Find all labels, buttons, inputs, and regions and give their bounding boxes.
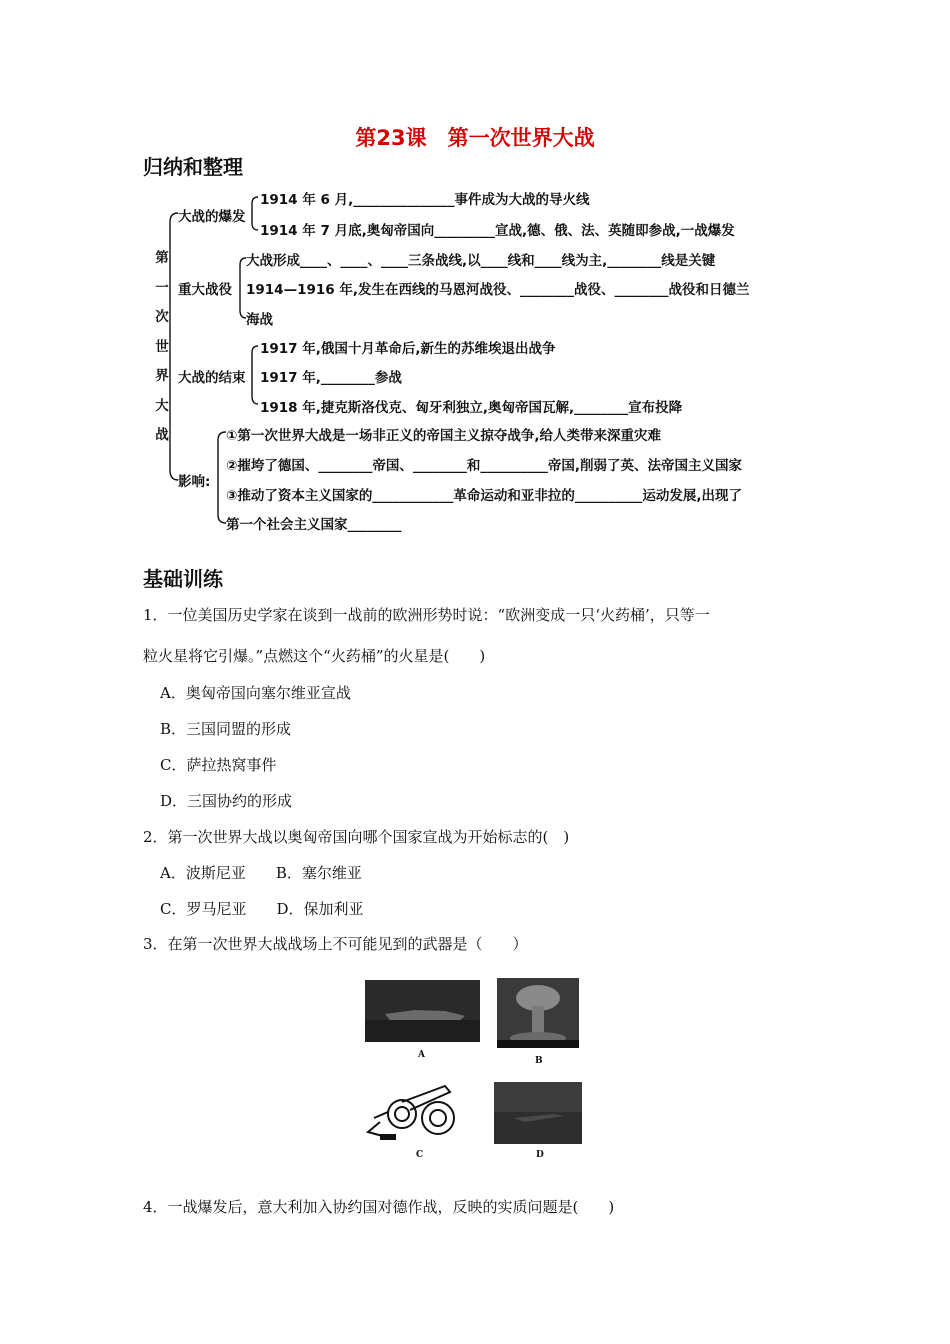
- branch-item: 1914—1916 年,发生在西线的马恩河战役、________战役、________战役和日德兰: [246, 282, 750, 298]
- image-label-d: D: [536, 1150, 544, 1160]
- diagram-root-label: [153, 244, 171, 451]
- tank-icon: [365, 980, 480, 1042]
- weapon-image-c: [360, 1072, 460, 1144]
- root-char: 世: [155, 338, 169, 355]
- question-1-option-c: C．萨拉热窝事件: [160, 756, 277, 774]
- image-label-c: C: [416, 1150, 424, 1160]
- question-1-option-d: D．三国协约的形成: [160, 792, 293, 810]
- main-bracket: [170, 213, 178, 480]
- weapon-image-a: [365, 980, 480, 1042]
- warplane-icon: [494, 1082, 582, 1144]
- section-heading-training: 基础训练: [143, 567, 223, 591]
- question-2-text: 2．第一次世界大战以奥匈帝国向哪个国家宣战为开始标志的( ): [143, 828, 570, 846]
- branch-label-battles: 重大战役: [178, 282, 232, 298]
- section-heading-summary: 归纳和整理: [143, 155, 243, 179]
- bracket-end: [252, 346, 258, 404]
- image-label-b: B: [535, 1056, 543, 1066]
- bracket-influence: [218, 432, 226, 523]
- bracket-outbreak: [252, 197, 258, 230]
- root-char: 次: [155, 309, 169, 325]
- question-2-options-ab: A．波斯尼亚 B．塞尔维亚: [160, 864, 362, 882]
- question-2-options-cd: C．罗马尼亚 D．保加利亚: [160, 900, 364, 918]
- branch-item: 1914 年 6 月,_______________事件成为大战的导火线: [260, 192, 590, 208]
- question-1-text-cont: 粒火星将它引爆。”点燃这个“火药桶”的火星是( ): [143, 647, 486, 665]
- branch-item: 1917 年,________参战: [260, 370, 402, 386]
- root-char: 第: [155, 250, 169, 266]
- branch-item: 第一个社会主义国家________: [226, 517, 402, 533]
- branch-item: 1914 年 7 月底,奥匈帝国向_________宣战,德、俄、法、英随即参战,一战爆发: [260, 223, 735, 239]
- branch-item: ①第一次世界大战是一场非正义的帝国主义掠夺战争,给人类带来深重灾难: [226, 428, 662, 444]
- branch-item: ②摧垮了德国、________帝国、________和__________帝国,削弱了英、法帝国主义国家: [226, 458, 743, 474]
- branch-item: 1918 年,捷克斯洛伐克、匈牙利独立,奥匈帝国瓦解,________宣布投降: [260, 400, 683, 416]
- question-3-text: 3．在第一次世界大战战场上不可能见到的武器是（ ）: [143, 935, 528, 953]
- weapon-image-b: [497, 978, 579, 1048]
- question-4-text: 4．一战爆发后，意大利加入协约国对德作战，反映的实质问题是( ): [143, 1198, 615, 1216]
- root-char: 一: [155, 279, 169, 296]
- branch-label-outbreak: 大战的爆发: [178, 209, 246, 225]
- branch-item: 1917 年,俄国十月革命后,新生的苏维埃退出战争: [260, 341, 556, 357]
- mushroom-cloud-icon: [497, 978, 579, 1048]
- question-1-text: 1．一位美国历史学家在谈到一战前的欧洲形势时说：“欧洲变成一只‘火药桶’，只等一: [143, 606, 710, 624]
- branch-item: 大战形成____、____、____三条战线,以____线和____线为主,________线是关键: [246, 253, 716, 269]
- root-char: 战: [155, 427, 169, 443]
- branch-item: 海战: [246, 312, 273, 328]
- machine-gun-icon: [360, 1072, 460, 1144]
- page-title: 第23课 第一次世界大战: [355, 126, 595, 150]
- question-1-option-b: B．三国同盟的形成: [160, 720, 292, 738]
- branch-item: ③推动了资本主义国家的____________革命运动和亚非拉的__________运动发展,出现了: [226, 488, 743, 504]
- root-char: 大: [155, 397, 169, 414]
- question-1-option-a: A．奥匈帝国向塞尔维亚宣战: [160, 684, 351, 702]
- weapon-image-d: [494, 1082, 582, 1144]
- branch-label-influence: 影响:: [178, 474, 211, 490]
- image-label-a: A: [418, 1050, 425, 1060]
- root-char: 界: [155, 368, 169, 384]
- branch-label-end: 大战的结束: [178, 370, 246, 386]
